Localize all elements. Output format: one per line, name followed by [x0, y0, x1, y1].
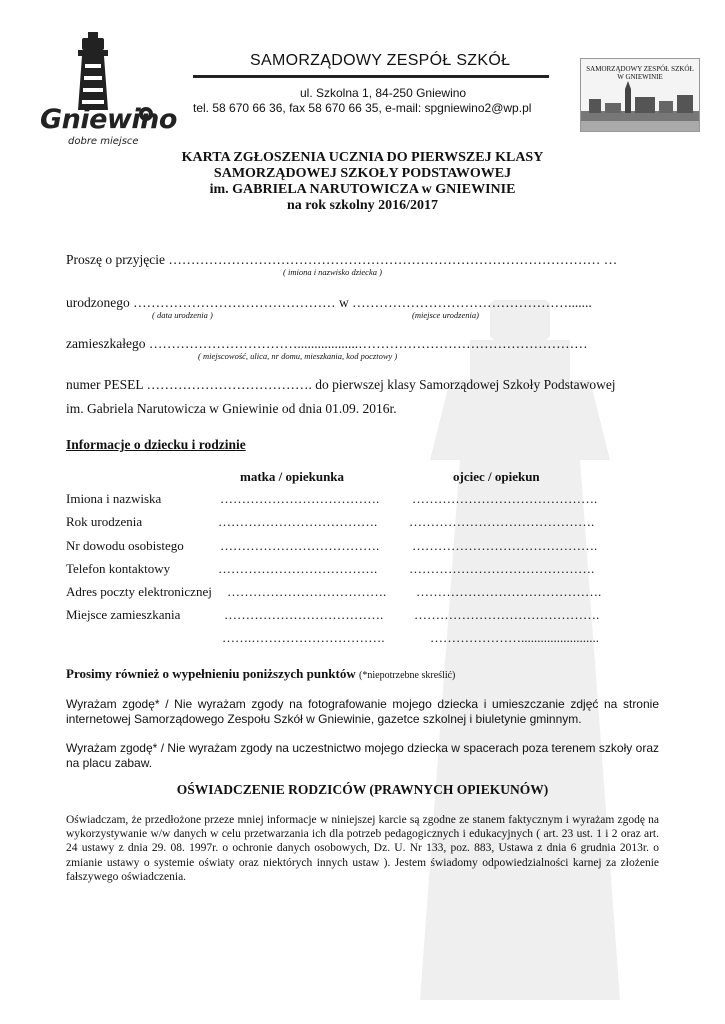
mother-id-field[interactable]: ……………………………….	[220, 538, 380, 553]
child-name-field[interactable]: Proszę o przyjęcie …………………………………………………………………………………… …	[66, 252, 618, 267]
child-name-hint: ( imiona i nazwisko dziecka )	[283, 267, 382, 277]
family-row-label: Nr dowodu osobistego	[66, 538, 184, 553]
lighthouse-watermark	[360, 300, 680, 1000]
photo-caption-line2: W GNIEWINIE	[617, 73, 663, 81]
mother-residence-field[interactable]: ……………………………….	[224, 607, 384, 622]
consents-heading-line	[66, 666, 455, 682]
school-photo	[580, 58, 700, 132]
father-birth-year-field[interactable]: …………………………………….	[409, 514, 595, 529]
form-title-line4: na rok szkolny 2016/2017	[286, 198, 439, 213]
father-id-field[interactable]: …………………………………….	[412, 538, 598, 553]
mother-name-field[interactable]: ……………………………….	[220, 491, 380, 506]
father-column-header: ojciec / opiekun	[453, 469, 540, 484]
consents-heading: Prosimy również o wypełnieniu poniższych punktów	[66, 666, 356, 681]
school-address: ul. Szkolna 1, 84-250 Gniewino	[300, 86, 467, 100]
father-residence-field[interactable]: …………………………………….	[414, 607, 600, 622]
consents-note: (*niepotrzebne skreślić)	[359, 670, 456, 681]
address-field[interactable]: zamieszkałego ……………………………..................……………………………………………	[66, 336, 588, 351]
logo-tagline: dobre miejsce	[68, 136, 139, 147]
form-title-line1: KARTA ZGŁOSZENIA UCZNIA DO PIERWSZEJ KLASY	[181, 150, 544, 165]
consent-photos[interactable]: Wyrażam zgodę* / Nie wyrażam zgody na fotografowanie mojego dziecka i umieszczanie zdjęć na stronie internetowej Samorządowego Zespołu Szkół w Gniewinie, gazetce szkolnej i biuletynie gminnym.	[66, 697, 659, 726]
family-row-label: Telefon kontaktowy	[66, 561, 171, 576]
header-divider	[193, 75, 549, 78]
birth-field[interactable]: urodzonego ……………………………………… w ………………………………………….......	[66, 295, 592, 310]
family-row-label: Adres poczty elektronicznej	[66, 584, 212, 599]
form-title-line2: SAMORZĄDOWEJ SZKOŁY PODSTAWOWEJ	[213, 166, 512, 181]
family-row-label: Rok urodzenia	[66, 514, 143, 529]
mother-email-field[interactable]: ……………………………….	[227, 584, 387, 599]
mother-residence-field-2[interactable]: …….………………………….	[222, 630, 385, 645]
address-hint: ( miejscowość, ulica, nr domu, mieszkania, kod pocztowy )	[198, 351, 398, 361]
father-name-field[interactable]: …………………………………….	[412, 491, 598, 506]
family-section-title: Informacje o dziecku i rodzinie	[66, 437, 246, 452]
birthdate-hint: ( data urodzenia )	[152, 310, 213, 320]
pesel-field[interactable]: numer PESEL ………………………………. do pierwszej klasy Samorządowej Szkoły Podstawowej	[66, 377, 616, 392]
father-phone-field[interactable]: …………………………………….	[409, 561, 595, 576]
logo-wordmark: Gniewino	[40, 104, 177, 135]
photo-caption	[581, 65, 699, 81]
declaration-text: Oświadczam, że przedłożone przeze mniej informacje w niniejszej karcie są zgodne ze stanem faktycznym i wyrażam zgodę na wykorzystywanie w/w danych w celu przetwarzania ich dla potrzeb pedagogicznych i edukacyjnych ( art. 23 ust. 1 i 2 oraz art. 24 ustawy z dnia 29. 08. 1997r. o ochronie danych osobowych, Dz. U. Nr 133, poz. 883, Ustawa z dnia 6 grudnia 2013r. o zmianie ustawy o systemie oświaty oraz niektórych innych ustaw ). Jestem świadomy odpowiedzialności karnej za złożenie fałszywego oświadczenia.	[66, 814, 659, 883]
father-email-field[interactable]: …………………………………….	[416, 584, 602, 599]
photo-caption-line1: SAMORZĄDOWY ZESPÓŁ SZKÓŁ	[586, 65, 694, 73]
school-contact: tel. 58 670 66 36, fax 58 670 66 35, e-mail: spgniewino2@wp.pl	[193, 101, 532, 115]
mother-column-header: matka / opiekunka	[240, 469, 345, 484]
birthplace-hint: (miejsce urodzenia)	[412, 310, 479, 320]
school-start-line: im. Gabriela Narutowicza w Gniewinie od dnia 01.09. 2016r.	[66, 401, 397, 416]
family-row-label: Imiona i nazwiska	[66, 491, 162, 506]
family-row-label: Miejsce zamieszkania	[66, 607, 181, 622]
father-residence-field-2[interactable]: …………………........................	[430, 630, 599, 645]
consent-walks[interactable]: Wyrażam zgodę* / Nie wyrażam zgody na uczestnictwo mojego dziecka w spacerach poza terenem szkoły oraz na placu zabaw.	[66, 741, 659, 770]
school-name: SAMORZĄDOWY ZESPÓŁ SZKÓŁ	[250, 52, 511, 69]
mother-phone-field[interactable]: ……………………………….	[218, 561, 378, 576]
mother-birth-year-field[interactable]: ……………………………….	[218, 514, 378, 529]
town-skyline-image	[581, 81, 699, 131]
declaration-heading: OŚWIADCZENIE RODZICÓW (PRAWNYCH OPIEKUNÓW)	[176, 782, 549, 797]
form-title-line3: im. GABRIELA NARUTOWICZA w GNIEWINIE	[209, 182, 516, 197]
